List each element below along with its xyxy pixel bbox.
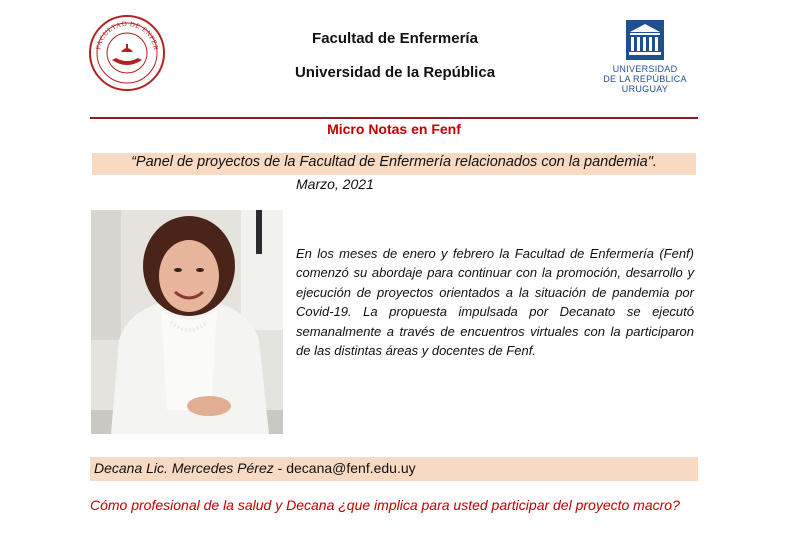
- author-name: Decana Lic. Mercedes Pérez: [94, 460, 274, 476]
- svg-text:FACULTAD DE ENFERMERIA: FACULTAD DE ENFER: [94, 19, 160, 52]
- udelar-line-3: URUGUAY: [621, 84, 669, 94]
- udelar-building-icon: [590, 18, 700, 62]
- author-separator: -: [273, 460, 287, 476]
- fenf-seal-logo: [88, 14, 166, 92]
- header-divider: [90, 117, 698, 119]
- dean-photo: [91, 210, 283, 434]
- series-title: Micro Notas en Fenf: [327, 121, 461, 137]
- author-email[interactable]: decana@fenf.edu.uy: [286, 460, 416, 476]
- interview-question: Cómo profesional de la salud y Decana ¿que implica para usted participar del proyecto macro?: [90, 497, 680, 513]
- faculty-name: Facultad de Enfermería: [312, 30, 478, 47]
- author-line: [94, 460, 416, 476]
- udelar-line-2: DE LA REPÚBLICA: [603, 74, 687, 84]
- panel-title: “Panel de proyectos de la Facultad de Enfermería relacionados con la pandemia".: [131, 154, 657, 170]
- body-paragraph: En los meses de enero y febrero la Facultad de Enfermería (Fenf) comenzó su abordaje para continuar con la promoción, desarrollo y ejecución de proyectos orientados a la situación de pandemia por Covid-19. La propuesta impulsada por Decanato se ejecutó semanalmente a través de encuentros virtuales con la participaron de las distintas áreas y docentes de Fenf.: [296, 246, 694, 359]
- udelar-wordmark: [590, 64, 700, 94]
- university-name: Universidad de la República: [294, 64, 496, 81]
- fenf-seal-icon: [88, 14, 166, 92]
- panel-date: Marzo, 2021: [296, 176, 374, 192]
- udelar-line-1: UNIVERSIDAD: [612, 64, 678, 74]
- portrait-image: [91, 210, 283, 434]
